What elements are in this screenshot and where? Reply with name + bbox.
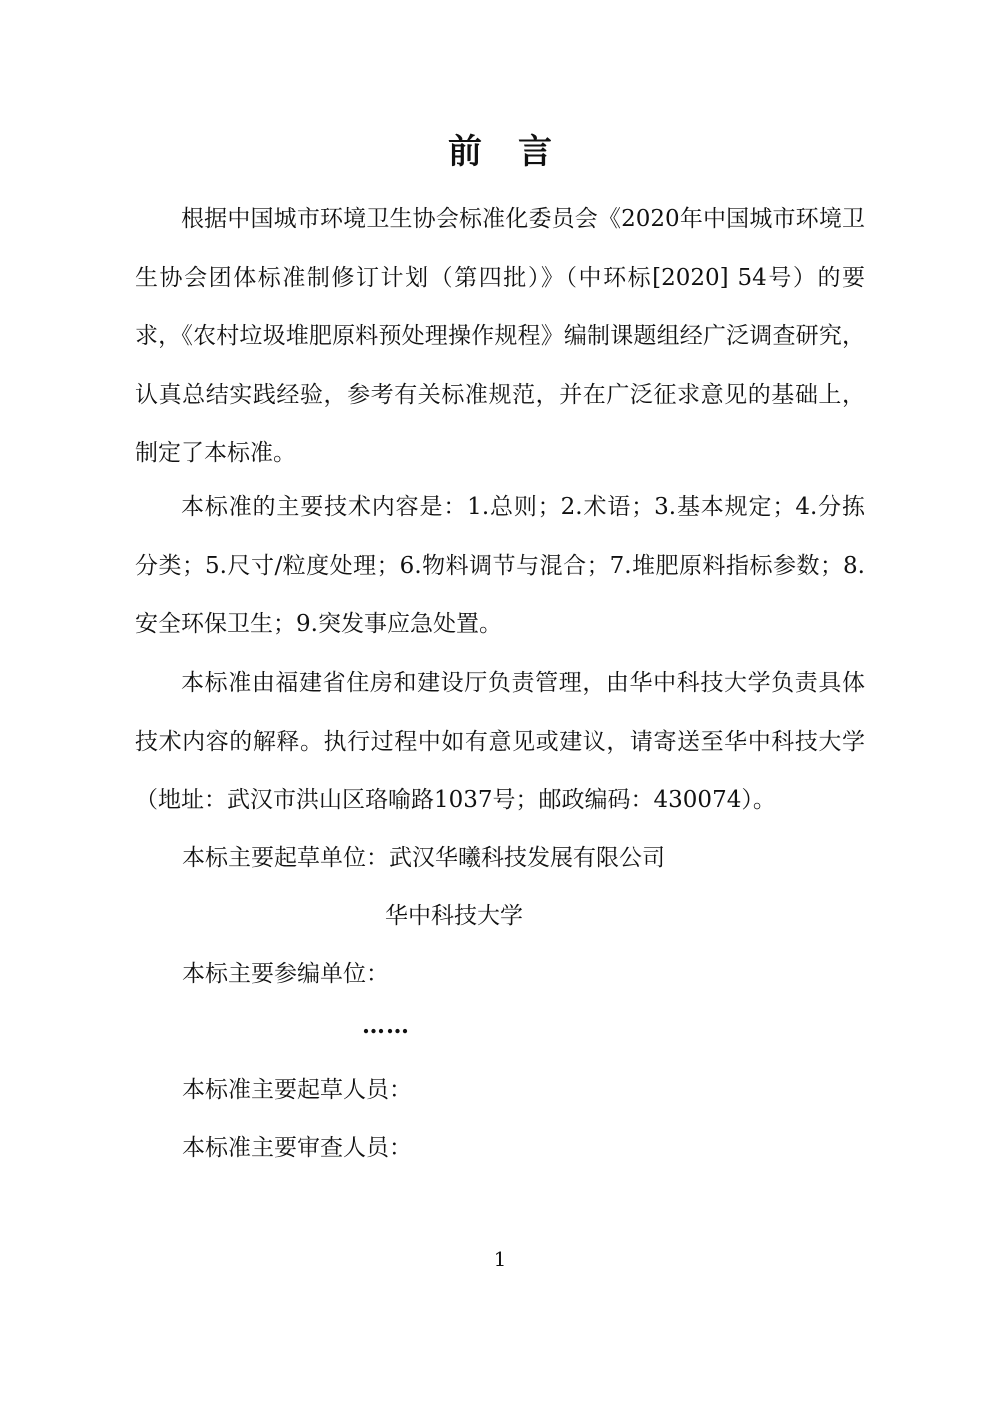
paragraph-basis: 根据中国城市环境卫生协会标准化委员会《2020年中国城市环境卫生协会团体标准制修订计划（第四批）》（中环标[2020] 54号）的要求，《农村垃圾堆肥原料预处理操作规程》编制课题组经广泛调查研究，认真总结实践经验，参考有关标准规范，并在广泛征求意见的基础上，制定了本标准。 xyxy=(135,206,865,466)
drafting-unit-2: 华中科技大学 xyxy=(385,903,523,929)
paragraph-technical-content: 本标准的主要技术内容是：1.总则；2.术语；3.基本规定；4.分拣分类；5.尺寸/粒度处理；6.物料调节与混合；7.堆肥原料指标参数；8.安全环保卫生；9.突发事应急处置。 xyxy=(135,494,865,637)
drafting-units-label: 本标主要起草单位： xyxy=(182,845,389,871)
page-title xyxy=(0,124,1000,174)
title-char-1: 前 xyxy=(448,132,482,172)
reviewers-label: 本标准主要审查人员： xyxy=(182,1135,412,1161)
editing-units-ellipsis: …… xyxy=(362,1012,410,1039)
page-number: 1 xyxy=(493,1247,507,1271)
title-char-2: 言 xyxy=(518,132,552,172)
drafting-unit-1: 武汉华曦科技发展有限公司 xyxy=(389,845,665,871)
editing-units-label: 本标主要参编单位： xyxy=(182,961,389,987)
paragraph-management: 本标准由福建省住房和建设厅负责管理，由华中科技大学负责具体技术内容的解释。执行过程中如有意见或建议，请寄送至华中科技大学（地址：武汉市洪山区珞喻路1037号；邮政编码：430074）。 xyxy=(135,670,865,813)
drafting-units-line xyxy=(182,838,665,878)
drafters-label: 本标准主要起草人员： xyxy=(182,1077,412,1103)
